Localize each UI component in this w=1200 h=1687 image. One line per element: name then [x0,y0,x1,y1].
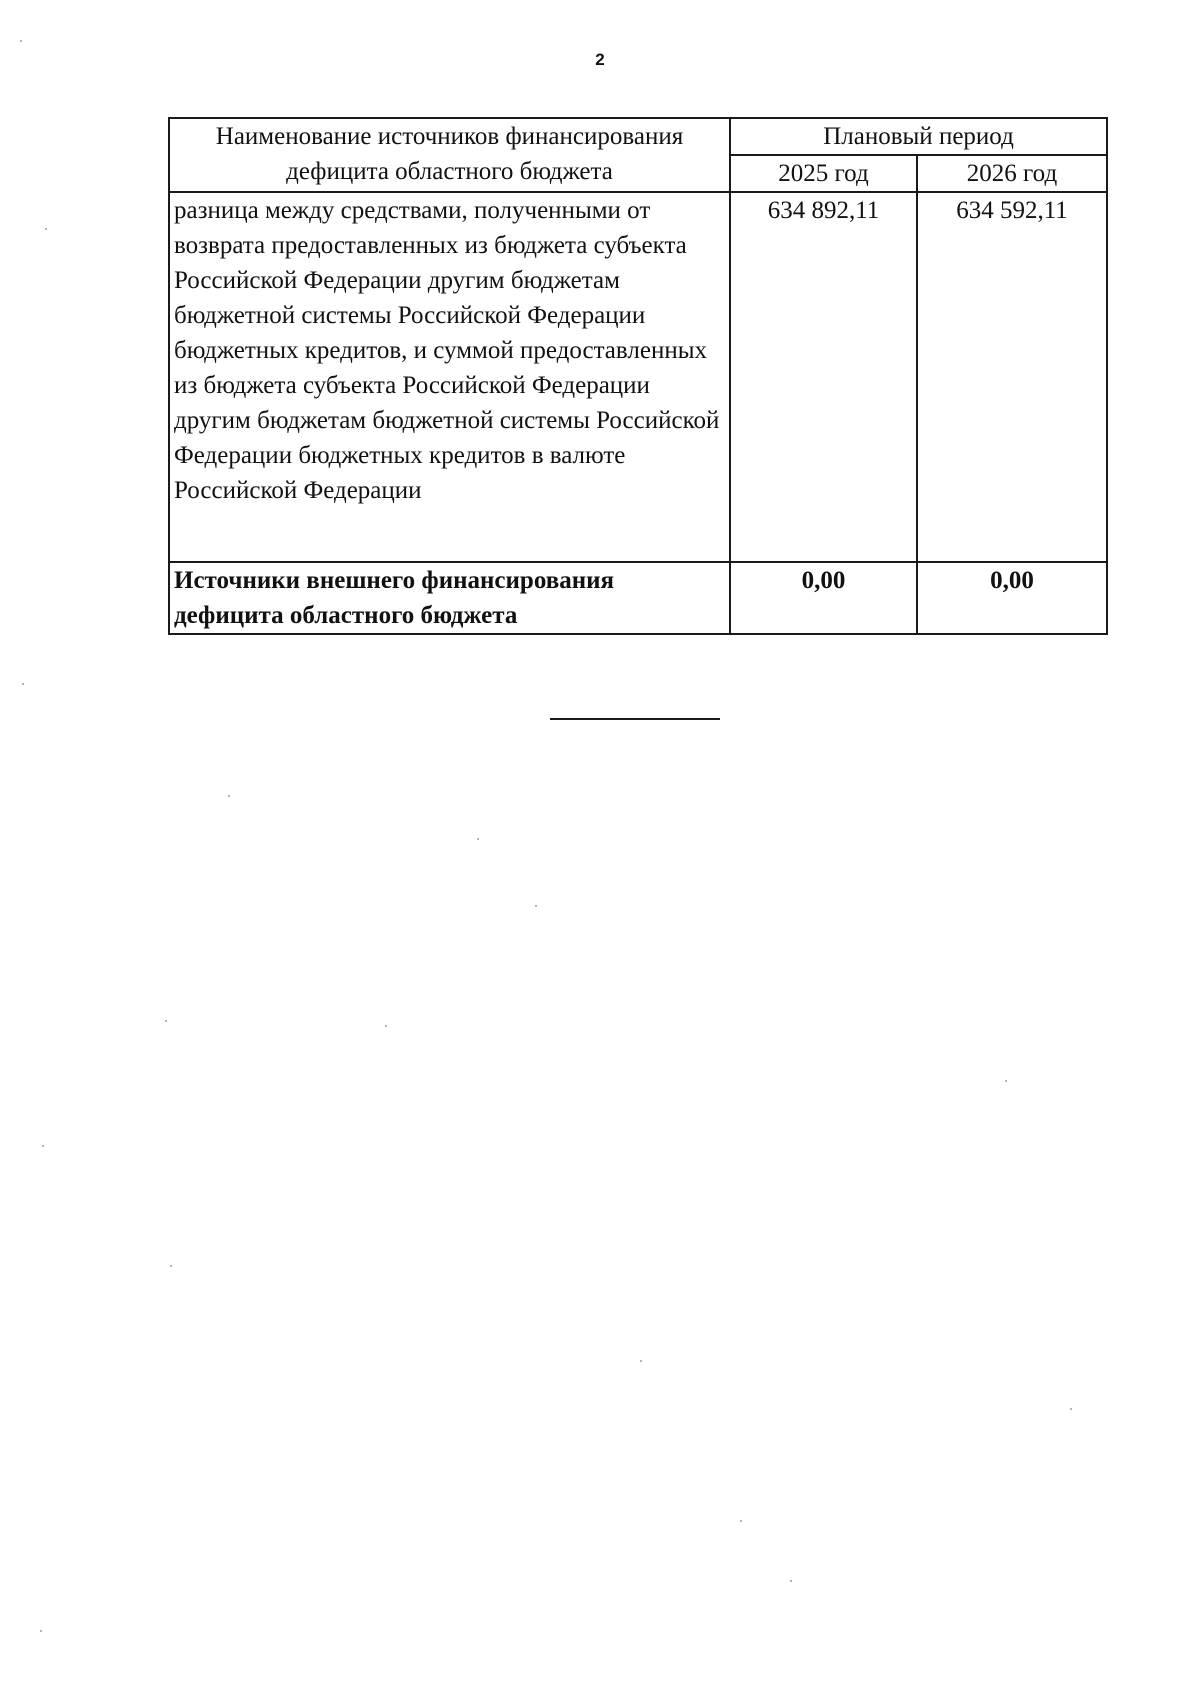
end-of-document-line [550,718,720,720]
row-name: Источники внешнего финансирования дефицита областного бюджета [169,562,730,634]
row-value-2026: 634 592,11 [917,192,1107,562]
row-value-2025: 0,00 [730,562,917,634]
scan-speck [228,795,230,797]
table-row [169,192,1107,562]
scan-speck [22,683,24,685]
scan-speck [740,1520,742,1522]
scan-speck [40,1630,42,1632]
header-planning-period: Плановый период [730,118,1107,155]
scan-speck [45,228,47,230]
scan-speck [165,1020,167,1022]
scan-speck [170,1265,172,1267]
scan-speck [20,40,22,42]
row-name: разница между средствами, полученными от возврата предоставленных из бюджета субъекта Российской Федерации другим бюджетам бюджетной системы Российской Федерации бюджетных кредитов, и суммой предоставленных из бюджета субъекта Российской Федерации другим бюджетам бюджетной системы Российской Федерации бюджетных кредитов в валюте Российской Федерации [169,192,730,562]
header-year-2026: 2026 год [917,155,1107,192]
row-value-2025: 634 892,11 [730,192,917,562]
scan-speck [1070,1408,1072,1410]
scan-speck [42,1145,44,1147]
scan-speck [1005,1080,1007,1082]
scan-speck [640,1360,642,1362]
table-row-total [169,562,1107,634]
header-name-column: Наименование источников финансирования дефицита областного бюджета [169,118,730,192]
scan-speck [385,1025,387,1027]
page-number: 2 [595,50,605,69]
financing-sources-table [168,117,1108,635]
scan-speck [535,905,537,907]
scan-speck [790,1580,792,1582]
header-year-2025: 2025 год [730,155,917,192]
row-value-2026: 0,00 [917,562,1107,634]
table-header-row [169,118,1107,155]
scan-speck [477,838,479,840]
